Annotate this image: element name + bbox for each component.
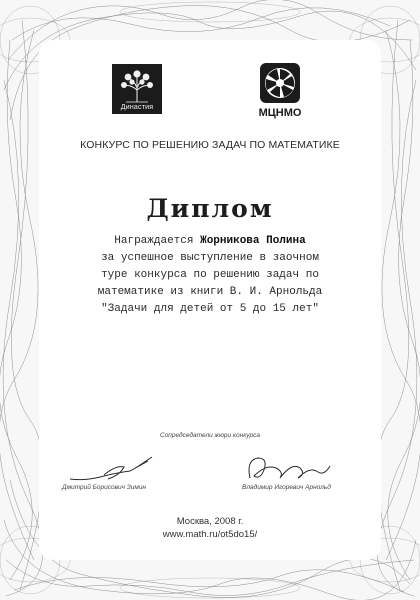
contest-title: КОНКУРС ПО РЕШЕНИЮ ЗАДАЧ ПО МАТЕМАТИКЕ xyxy=(80,139,340,151)
signature-right xyxy=(240,450,336,486)
dynasty-logo-text: Династия xyxy=(120,104,154,111)
award-text-line: туре конкурса по решению задач по xyxy=(101,269,319,281)
award-text xyxy=(52,233,368,318)
award-text-line: "Задачи для детей от 5 до 15 лет" xyxy=(101,303,319,315)
mcnmo-logo-text: МЦНМО xyxy=(258,107,302,119)
website-link[interactable]: www.math.ru/ot5do15/ xyxy=(162,529,258,540)
signature-left xyxy=(64,453,156,487)
signatory-left-name: Дмитрий Борисович Зимин xyxy=(62,484,147,491)
mcnmo-logo xyxy=(254,61,306,121)
awardee-name: Жорникова Полина xyxy=(200,235,306,247)
diploma-title: Диплом xyxy=(146,194,274,223)
city-year: Москва, 2008 г. xyxy=(176,516,244,527)
award-text-line: математике из книги В. И. Арнольда xyxy=(97,286,323,298)
award-text-line: за успешное выступление в заочном xyxy=(101,252,319,264)
dynasty-logo xyxy=(112,64,162,114)
aperture-icon xyxy=(254,61,306,107)
signatory-right-name: Владимир Игоревич Арнольд xyxy=(242,484,331,491)
awarded-prefix: Награждается xyxy=(114,235,194,247)
jury-label: Сопредседатели жюри конкурса xyxy=(160,432,260,439)
award-line xyxy=(52,233,368,250)
